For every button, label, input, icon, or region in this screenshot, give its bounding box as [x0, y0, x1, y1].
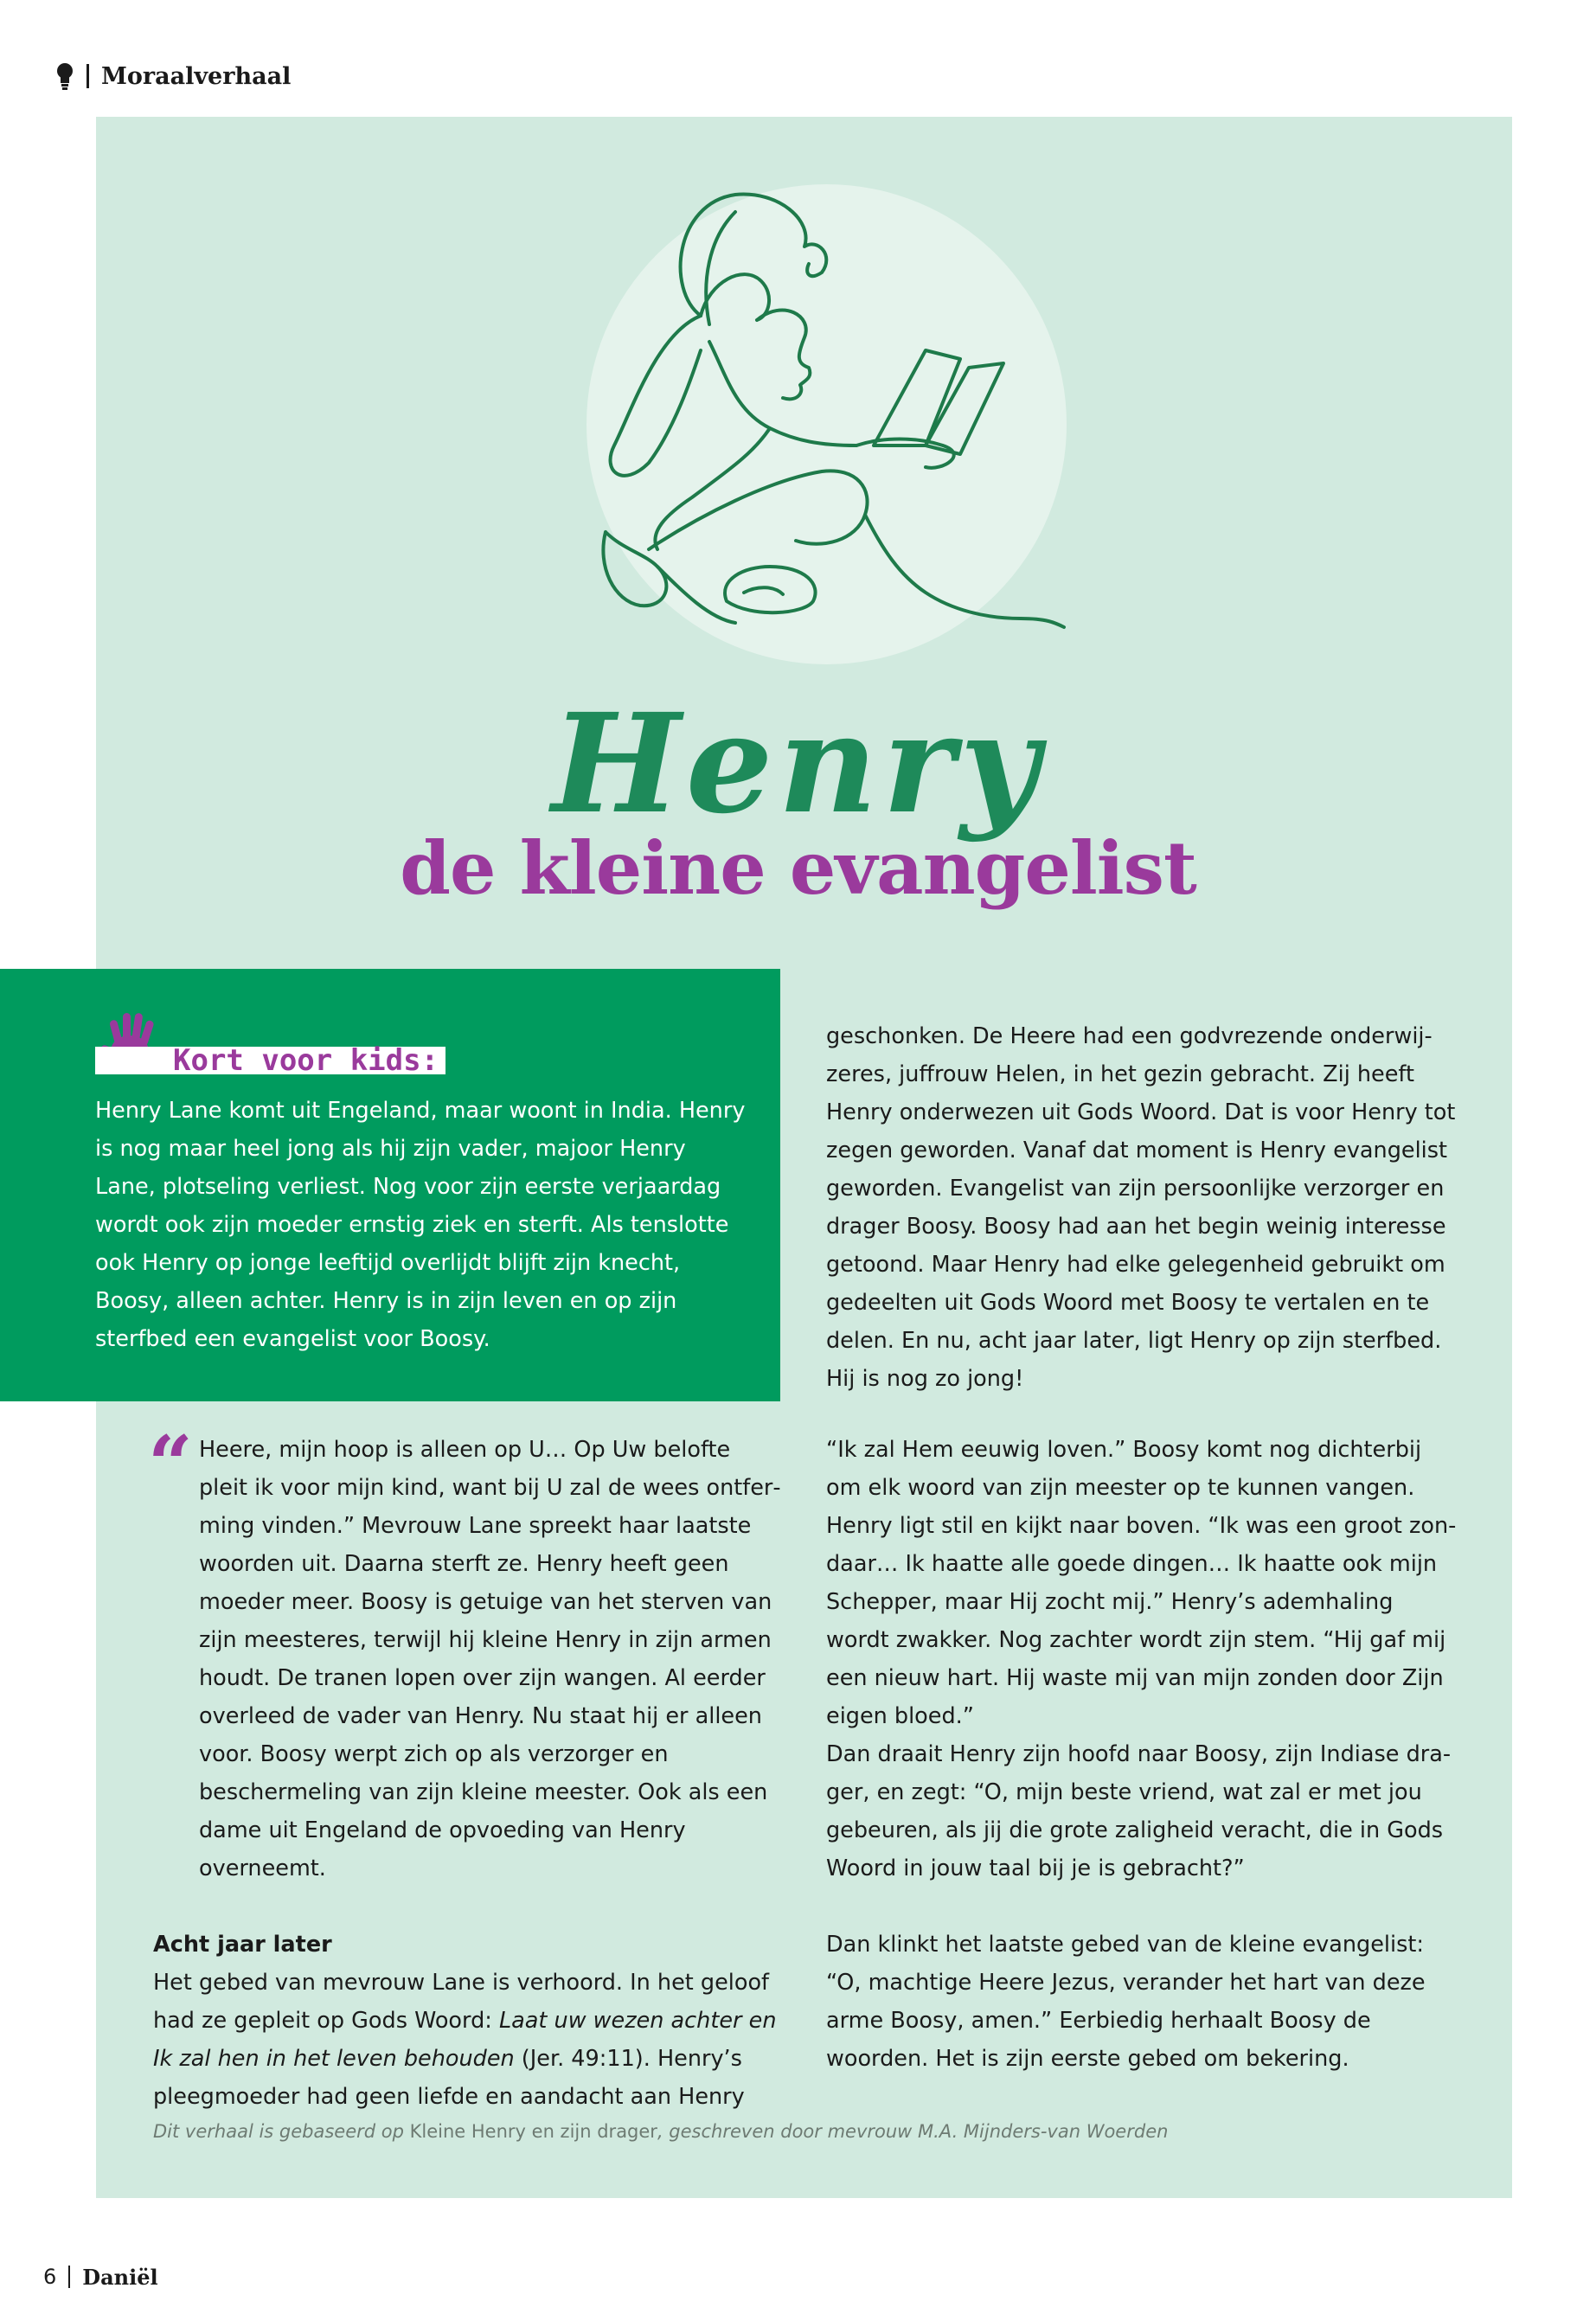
story-paragraph-1: Heere, mijn hoop is alleen op U… Op Uw belofte pleit ik voor mijn kind, want bij U zal de wees ontferming vinden.” Mevrouw Lane spreekt haar laatste woorden uit. Daarna sterft ze. Henry heeft geen moeder meer. Boosy is getuige van het sterven van zijn meesteres, terwijl hij kleine Henry in zijn armen houdt. De tranen lopen over zijn wangen. Al eerder overleed de vader van Henry. Nu staat hij er alleen voor. Boosy werpt zich op als verzorger en beschermeling van zijn kleine meester. Ook als een dame uit Engeland de opvoeding van Henry overneemt.	[199, 1437, 781, 1881]
page-number: 6	[43, 2265, 57, 2289]
story-paragraph-5: Dan draait Henry zijn hoofd naar Boosy, zijn Indiase drager, en zegt: “O, mijn beste vriend, wat zal er met jou gebeuren, als jij die grote zaligheid veracht, die in Gods Woord in jouw taal bij je is gebracht?”	[826, 1741, 1452, 1881]
lightbulb-icon	[55, 62, 74, 90]
story-paragraph-4: “Ik zal Hem eeuwig loven.” Boosy komt nog dichterbij om elk woord van zijn meester op te kunnen vangen. Henry ligt stil en kijkt naar boven. “Ik was een groot zondaar… Ik haatte alle goede dingen… Ik haatte ook mijn Schepper, maar Hij zocht mij.” Henry’s ademhaling wordt zwakker. Nog zachter wordt zijn stem. “Hij gaf mij een nieuw hart. Hij waste mij van mijn zonden door Zijn eigen bloed.”	[826, 1437, 1457, 1729]
section-header	[55, 59, 291, 93]
story-paragraph-3: geschonken. De Heere had een godvrezende onderwijzeres, juffrouw Helen, in het gezin gebracht. Zij heeft Henry onderwezen uit Gods Woord. Dat is voor Henry tot zegen geworden. Vanaf dat moment is Henry evangelist geworden. Evangelist van zijn persoonlijke verzorger en drager Boosy. Boosy had aan het begin weinig interesse getoond. Maar Henry had elke gelegenheid gebruikt om gedeelten uit Gods Woord met Boosy te vertalen en te delen. En nu, acht jaar later, ligt Henry op zijn sterfbed. Hij is nog zo jong!	[826, 1023, 1456, 1392]
child-reading-illustration	[597, 186, 1081, 653]
story-paragraph-6: Dan klinkt het laatste gebed van de kleine evangelist: “O, machtige Heere Jezus, verander het hart van deze arme Boosy, amen.” Eerbiedig herhaalt Boosy de woorden. Het is zijn eerste gebed om bekering.	[826, 1932, 1426, 2072]
story-column-left	[148, 1419, 785, 2116]
magazine-name: Daniël	[82, 2264, 158, 2290]
footer-divider	[68, 2266, 70, 2288]
story-subheading: Acht jaar later	[153, 1932, 332, 1958]
header-divider	[87, 64, 89, 88]
page-footer	[43, 2263, 158, 2291]
kids-heading: Kort voor kids:	[95, 1047, 445, 1074]
title-subtitle: de kleine evangelist	[400, 825, 1196, 911]
quote-mark: “	[148, 1419, 193, 1510]
kids-text: Henry Lane komt uit Engeland, maar woont in India. Henry is nog maar heel jong als hij zijn vader, majoor Henry Lane, plotseling verliest. Nog voor zijn eerste verjaardag wordt ook zijn moeder ernstig ziek en sterft. Als tenslotte ook Henry op jonge leeftijd overlijdt blijft zijn knecht, Boosy, alleen achter. Henry is in zijn leven en op zijn sterfbed een evangelist voor Boosy.	[95, 1098, 746, 1352]
story-paragraph-2: Het gebed van mevrouw Lane is verhoord. In het geloof had ze gepleit op Gods Woord: Laat uw wezen achter en Ik zal hen in het leven behouden (Jer. 49:11). Henry’s pleegmoeder had geen liefde en aandacht aan Henry	[153, 1970, 777, 2110]
story-column-right-top	[826, 1017, 1458, 1398]
section-label: Moraalverhaal	[101, 62, 292, 90]
source-credit: Dit verhaal is gebaseerd op Kleine Henry en zijn drager, geschreven door mevrouw M.A. Mijnders-van Woerden	[153, 2121, 1169, 2142]
title-main: Henry	[551, 684, 1045, 844]
story-column-right	[826, 1431, 1458, 2078]
